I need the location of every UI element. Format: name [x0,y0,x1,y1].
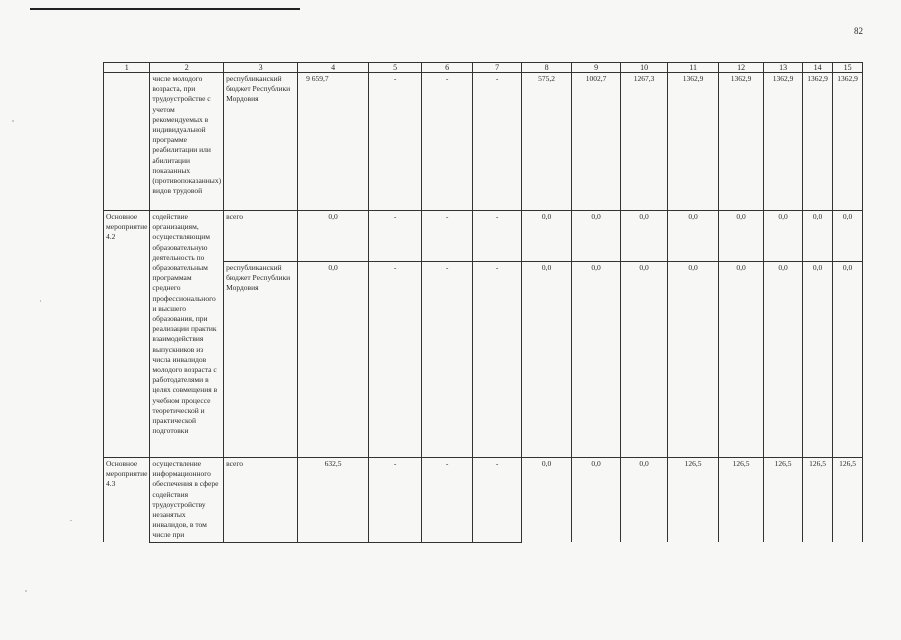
header-cell: 14 [803,63,833,73]
value-cell: - [422,73,473,211]
value-cell: - [473,458,522,543]
header-cell: 3 [224,63,298,73]
scan-speck [12,120,14,122]
value-cell: - [369,458,422,543]
funding-source-cell: республиканский бюджет Республики Мордовия [224,73,298,211]
value-cell: 0,0 [522,262,572,458]
event-description-cell: содействие организациям, осуществляющим образовательную деятельность по образовательным программам среднего профессионального и высшего образования, при реализации практик взаимодействия выпускников из числа инвалидов молодого возраста с работодателями в целях совмещения в учебном процессе теоретической и практической подготовки [150,211,224,458]
value-cell: 575,2 [522,73,572,211]
header-cell: 4 [298,63,369,73]
event-name-cell: Основное мероприятие 4.3 [104,458,150,543]
header-cell: 5 [369,63,422,73]
value-cell: 1362,9 [668,73,719,211]
value-cell: 0,0 [621,458,668,543]
budget-table [103,62,863,543]
header-cell: 10 [621,63,668,73]
value-cell: 1362,9 [803,73,833,211]
table-row [104,211,863,262]
value-cell: 0,0 [803,262,833,458]
header-cell: 9 [572,63,621,73]
value-cell: 0,0 [719,262,764,458]
value-cell: 0,0 [764,262,803,458]
value-cell: 0,0 [719,211,764,262]
header-cell: 13 [764,63,803,73]
value-cell: 0,0 [833,211,863,262]
funding-source-cell: всего [224,211,298,262]
header-row [104,63,863,73]
value-cell: 0,0 [572,262,621,458]
value-cell: 0,0 [522,211,572,262]
header-cell: 12 [719,63,764,73]
table-row [104,458,863,543]
header-cell: 6 [422,63,473,73]
value-cell: 126,5 [719,458,764,543]
value-cell: 0,0 [522,458,572,543]
value-cell: 0,0 [668,211,719,262]
header-cell: 15 [833,63,863,73]
value-cell: 1267,3 [621,73,668,211]
scan-edge-line [30,8,300,10]
value-cell: 0,0 [572,458,621,543]
scan-speck [70,520,72,521]
value-cell: 0,0 [298,262,369,458]
value-cell: 0,0 [803,211,833,262]
scan-speck [25,590,27,592]
value-cell: - [422,262,473,458]
value-cell: 0,0 [621,211,668,262]
table-row [104,73,863,211]
value-cell: 0,0 [572,211,621,262]
value-cell: - [422,211,473,262]
value-cell: - [369,211,422,262]
value-cell: 126,5 [764,458,803,543]
value-cell: 0,0 [621,262,668,458]
event-description-cell: числе молодого возраста, при трудоустройстве с учетом рекомендуемых в индивидуальной программе реабилитации или абилитации показанных (противопоказанных) видов трудовой [150,73,224,211]
header-cell: 11 [668,63,719,73]
header-cell: 7 [473,63,522,73]
value-cell: - [473,73,522,211]
value-cell: 0,0 [668,262,719,458]
value-cell: 1362,9 [764,73,803,211]
funding-source-cell: всего [224,458,298,543]
value-cell: - [369,262,422,458]
value-cell: - [473,211,522,262]
event-name-cell: Основное мероприятие 4.2 [104,211,150,458]
scan-speck [40,300,41,302]
value-cell: - [369,73,422,211]
header-cell: 8 [522,63,572,73]
header-cell: 2 [150,63,224,73]
value-cell: 126,5 [803,458,833,543]
value-cell: - [473,262,522,458]
value-cell: - [422,458,473,543]
value-cell: 9 659,7 [298,73,369,211]
value-cell: 126,5 [668,458,719,543]
value-cell: 1362,9 [719,73,764,211]
value-cell: 0,0 [298,211,369,262]
value-cell: 1002,7 [572,73,621,211]
value-cell: 632,5 [298,458,369,543]
page-number: 82 [854,26,863,36]
value-cell: 126,5 [833,458,863,543]
value-cell: 0,0 [833,262,863,458]
value-cell: 0,0 [764,211,803,262]
header-cell: 1 [104,63,150,73]
event-description-cell: осуществление информационного обеспечения в сфере содействия трудоустройству незанятых инвалидов, в том числе при [150,458,224,543]
value-cell: 1362,9 [833,73,863,211]
event-name-cell [104,73,150,211]
funding-source-cell: республиканский бюджет Республики Мордовия [224,262,298,458]
